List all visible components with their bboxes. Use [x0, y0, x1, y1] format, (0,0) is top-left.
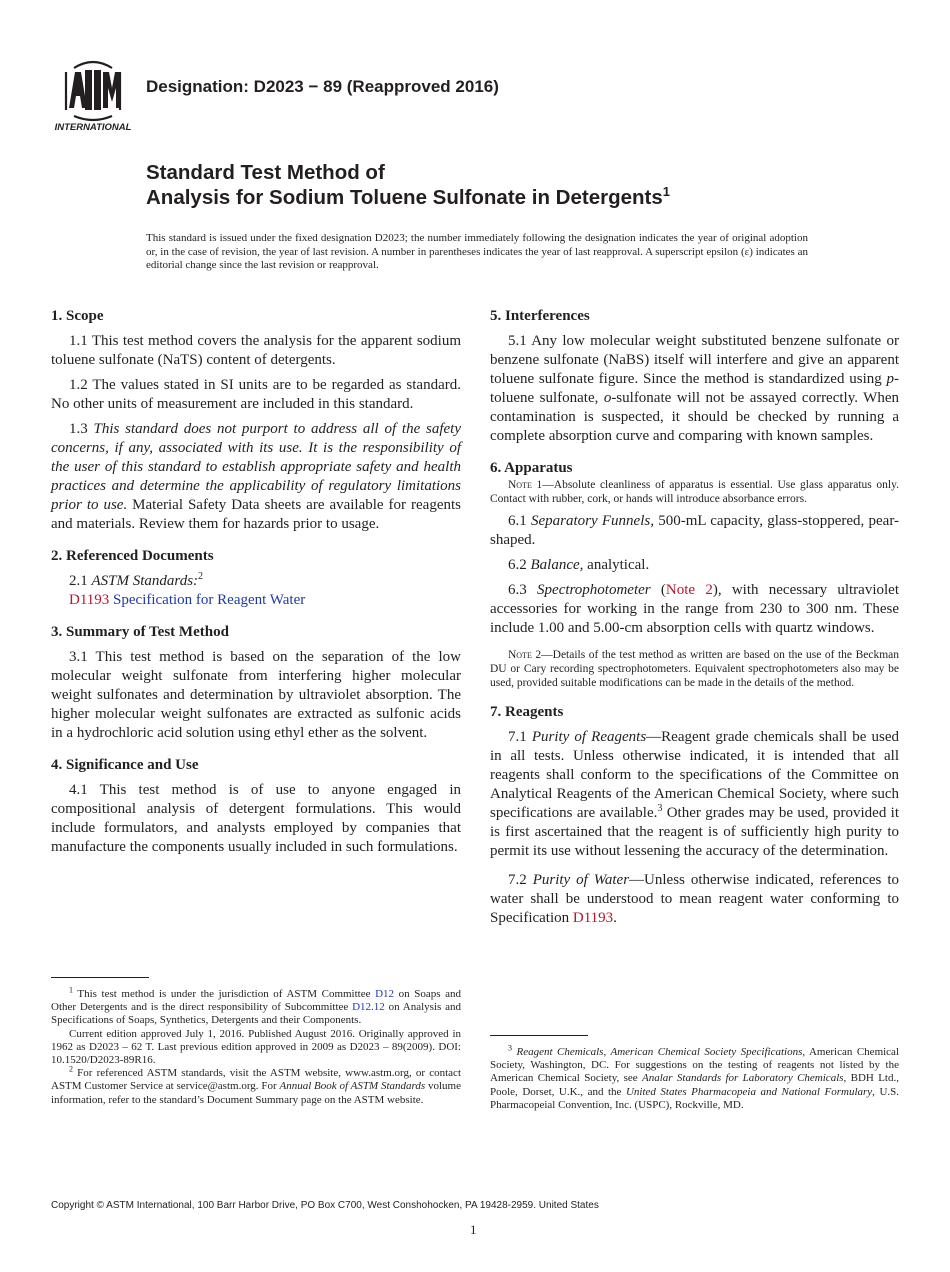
document-title: [146, 160, 670, 210]
paragraph-7-1: 7.1 Purity of Reagents—Reagent grade chemicals shall be used in all tests. Unless otherwise indicated, it is intended that all reagents shall conform to the specifications of the Committee on Analytical Reagents of the American Chemical Society, where such specifications are available.$^3$ Other grades may be used, provided it is first ascertained that the reagent is of sufficiently high purity to permit its use without lessening the accuracy of the determination.: [490, 729, 900, 859]
note-2-link[interactable]: Note 2: [665, 582, 713, 598]
paragraph-1-3: 1.3 This standard does not purport to address all of the safety concerns, if any, associated with its use. It is the responsibility of the user of this standard to establish appropriate safety and health practices and determine the applicability of regulatory limitations prior to use. Material Safety Data sheets are available for reagents and materials. Review them for hazards prior to usage.: [51, 421, 462, 532]
title-line-1: Standard Test Method of: [146, 161, 385, 184]
paragraph-6-3: 6.3 Spectrophotometer (Note 2), with necessary ultraviolet accessories for working in the range from 230 to 300 nm. These include 1.00 and 5.00-cm absorption cells with quartz windows.: [490, 582, 899, 636]
page-number: 1: [470, 1222, 477, 1237]
section-heading-summary: 3. Summary of Test Method: [51, 624, 229, 640]
footnotes-left: [51, 985, 461, 1107]
section-heading-reagents: 7. Reagents: [490, 704, 564, 720]
copyright-notice: Copyright © ASTM International, 100 Barr Harbor Drive, PO Box C700, West Conshohocken, PA 19428-2959. United States: [51, 1200, 599, 1211]
paragraph-5-1: 5.1 Any low molecular weight substituted benzene sulfonate or benzene sulfonate (NaBS) itself will interfere and give an apparent toluene sulfonate figure. Since the method is standardized using p-toluene sulfonate, o-sulfonate will not be assayed correctly. When contamination is suspected, it should be checked by running a complete absorption curve and comparing with known samples.: [490, 333, 899, 444]
footnote-rule-left: [51, 977, 149, 978]
astm-logo-icon: [52, 58, 134, 134]
paragraph-7-2: 7.2 Purity of Water—Unless otherwise indicated, references to water shall be understood to mean reagent water conforming to Specification D1193.: [490, 872, 899, 926]
left-column: [51, 306, 461, 857]
paragraph-1-2: 1.2 The values stated in SI units are to be regarded as standard. No other units of measurement are included in this standard.: [51, 377, 461, 412]
footnote-ref-3[interactable]: 3: [657, 803, 663, 814]
issuance-statement: This standard is issued under the fixed designation D2023; the number immediately following the designation indicates the year of original adoption or, in the case of revision, the year of last revision. A number in parentheses indicates the year of last reapproval. A superscript epsilon (ε) indicates an editorial change since the last revision or reapproval.: [146, 232, 808, 271]
footnotes-right: [490, 1043, 900, 1112]
reference-title-link[interactable]: Specification for Reagent Water: [109, 592, 306, 608]
paragraph-4-1: 4.1 This test method is of use to anyone engaged in compositional analysis of detergent formulations. This would include formulators, and analysts employed by companies that manufacture the components usually included in such formulations.: [51, 782, 461, 855]
d1193-link[interactable]: D1193: [572, 910, 614, 926]
paragraph-6-1: 6.1 Separatory Funnels, 500-mL capacity, glass-stoppered, pear-shaped.: [490, 513, 900, 548]
footnote-ref-2[interactable]: 2: [198, 571, 204, 582]
title-line-2: Analysis for Sodium Toluene Sulfonate in Detergents$^1$: [146, 184, 670, 209]
right-column: [490, 306, 899, 928]
section-heading-significance: 4. Significance and Use: [51, 757, 199, 773]
footnote-2: $^2$ For referenced ASTM standards, visit the ASTM website, www.astm.org, or contact ASTM Customer Service at service@astm.org. For Annual Book of ASTM Standards volume information, refer to the standard’s Document Summary page on the ASTM website.: [51, 1064, 461, 1106]
footnote-rule-right: [490, 1035, 588, 1036]
footnote-3: $^3$ Reagent Chemicals, American Chemical Society Specifications, American Chemical Society, Washington, DC. For suggestions on the testing of reagents not listed by the American Chemical Society, see Analar Standards for Laboratory Chemicals, BDH Ltd., Poole, Dorset, U.K., and the United States Pharmacopeia and National Formulary, U.S. Pharmacopeial Convention, Inc. (USPC), Rockville, MD.: [490, 1043, 900, 1111]
paragraph-1-1: 1.1 This test method covers the analysis for the apparent sodium toluene sulfonate (NaTS) content of detergents.: [51, 333, 461, 368]
title-footnote-ref[interactable]: 1: [662, 184, 670, 200]
subcommittee-d12-12-link[interactable]: D12.12: [352, 1001, 385, 1014]
paragraph-3-1: 3.1 This test method is based on the separation of the low molecular weight sulfonate from interfering higher molecular weight sulfonates and determination by ultraviolet absorption. The higher molecular weight sulfonates are extracted as sulfonic acids in a hydrochloric acid solution using ethyl ether as the solvent.: [51, 649, 461, 741]
reference-d1193[interactable]: [51, 591, 461, 610]
footnote-1-edition: Current edition approved July 1, 2016. Published August 2016. Originally approved in 1962 as D2023 – 62 T. Last previous edition approved in 2009 as D2023 – 89(2009). DOI: 10.1520/D2023-89R16.: [51, 1027, 461, 1067]
section-heading-referenced-documents: 2. Referenced Documents: [51, 548, 214, 564]
footnote-1: $^1$ This test method is under the jurisdiction of ASTM Committee D12 on Soaps and Other Detergents and is the direct responsibility of Subcommittee D12.12 on Analysis and Specifications of Soaps, Synthetics, Detergents and their Components.: [51, 985, 461, 1027]
note-1: Note 1—Absolute cleanliness of apparatus is essential. Use glass apparatus only. Contact with rubber, cork, or hands will introduce absorbance errors.: [490, 479, 899, 505]
designation: Designation: D2023 − 89 (Reapproved 2016): [146, 77, 499, 96]
paragraph-2-1: 2.1 ASTM Standards:$^2$: [69, 571, 204, 589]
note-2: Note 2—Details of the test method as written are based on the use of the Beckman DU or Cary recording spectrophotometers. Equivalent spectrophotometers also may be used, provided suitable modifications can be made in the details of the method.: [490, 649, 899, 689]
section-heading-apparatus: 6. Apparatus: [490, 460, 573, 476]
section-heading-interferences: 5. Interferences: [490, 308, 590, 324]
committee-d12-link[interactable]: D12: [375, 988, 395, 1000]
logo-wordmark: INTERNATIONAL: [54, 122, 132, 133]
section-heading-scope: 1. Scope: [51, 308, 104, 324]
reference-code-link[interactable]: D1193: [69, 592, 110, 608]
paragraph-6-2: 6.2 Balance, analytical.: [508, 557, 650, 573]
